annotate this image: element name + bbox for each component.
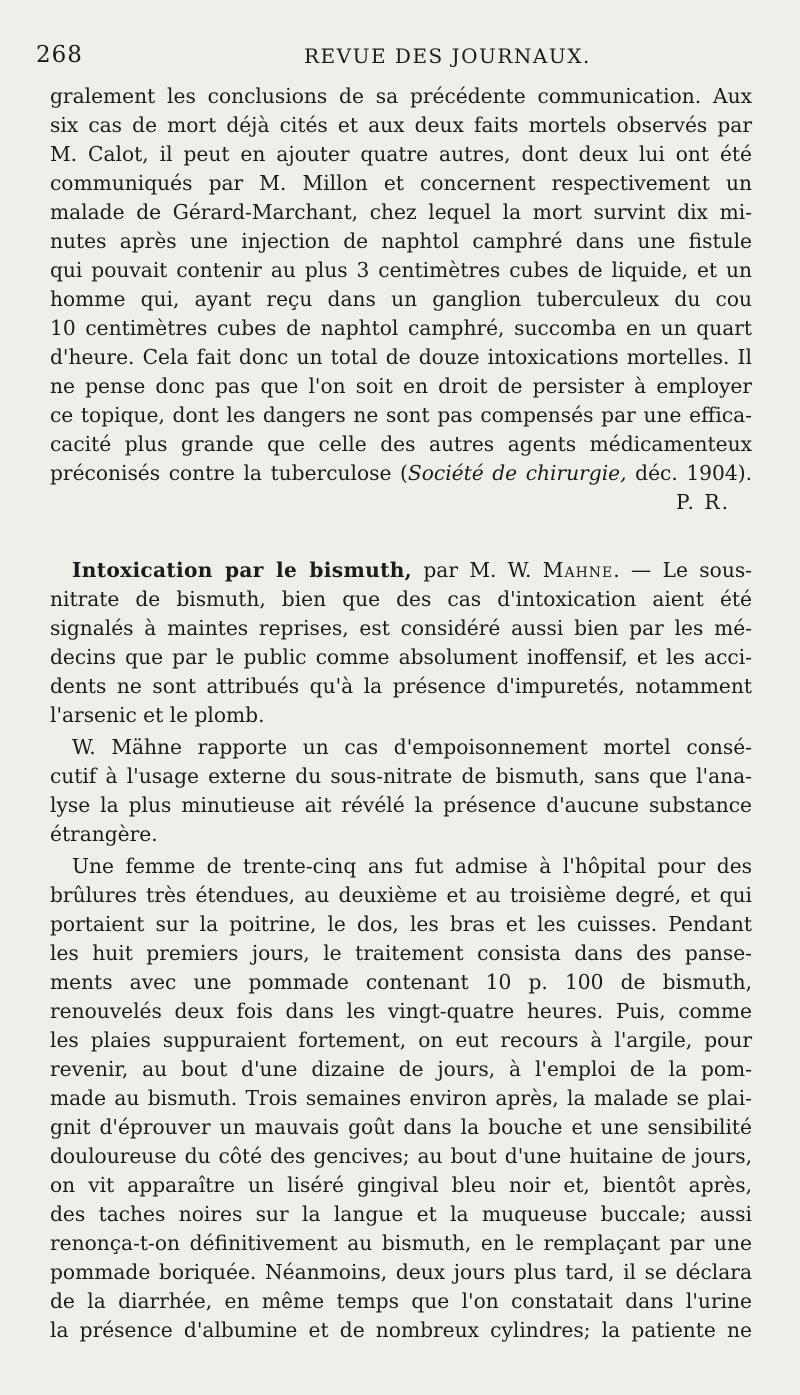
text-line: des taches noires sur la langue et la muqueuse buccale; aussi <box>50 1202 752 1226</box>
text-line: homme qui, ayant reçu dans un ganglion tuberculeux du cou <box>50 287 752 311</box>
text-line: cacité plus grande que celle des autres agents médicamenteux <box>50 432 752 456</box>
text-line: W. Mähne rapporte un cas d'empoisonnement mortel consé- <box>72 735 752 759</box>
text-line: Une femme de trente-cinq ans fut admise à l'hôpital pour des <box>72 854 752 878</box>
text-line: brûlures très étendues, au deuxième et au troisième degré, et qui <box>50 883 752 907</box>
article-title-line <box>72 556 752 585</box>
author-name: Mahne <box>542 558 614 582</box>
page-header <box>36 42 760 74</box>
text-line: étrangère. <box>50 822 158 846</box>
text-line: lyse la plus minutieuse ait révélé la présence d'aucune substance <box>50 793 752 817</box>
text-line: revenir, au bout d'une dizaine de jours, à l'emploi de la pom- <box>50 1057 752 1081</box>
text-line: qui pouvait contenir au plus 3 centimètres cubes de liquide, et un <box>50 258 752 282</box>
text-line: la présence d'albumine et de nombreux cylindres; la patiente ne <box>50 1318 752 1342</box>
text-line: renonça-t-on définitivement au bismuth, en le remplaçant par une <box>50 1231 752 1255</box>
text-line: portaient sur la poitrine, le dos, les bras et les cuisses. Pendant <box>50 912 752 936</box>
text-line: nutes après une injection de naphtol camphré dans une fistule <box>50 229 752 253</box>
text-line: les plaies suppuraient fortement, on eut recours à l'argile, pour <box>50 1028 752 1052</box>
text-line: ments avec une pommade contenant 10 p. 100 de bismuth, <box>50 970 752 994</box>
text-line: M. Calot, il peut en ajouter quatre autres, dont deux lui ont été <box>50 142 752 166</box>
text-line: cutif à l'usage externe du sous-nitrate de bismuth, sans que l'ana- <box>50 764 752 788</box>
text-line: gnit d'éprouver un mauvais goût dans la bouche et une sensibilité <box>50 1115 752 1139</box>
text-line: six cas de mort déjà cités et aux deux faits mortels observés par <box>50 113 752 137</box>
text-line: gralement les conclusions de sa précédente communication. Aux <box>50 84 752 108</box>
title-line-end: . — Le sous- <box>613 558 753 582</box>
text-line: ce topique, dont les dangers ne sont pas compensés par une effica- <box>50 403 752 427</box>
author-signature: P. R. <box>676 490 730 514</box>
text-line: les huit premiers jours, le traitement consista dans des panse- <box>50 941 752 965</box>
citation-source: Société de chirurgie, <box>407 461 627 485</box>
text-line: renouvelés deux fois dans les vingt-quatre heures. Puis, comme <box>50 999 752 1023</box>
text-line: pommade boriquée. Néanmoins, deux jours plus tard, il se déclara <box>50 1260 752 1284</box>
text-line: 10 centimètres cubes de naphtol camphré, succomba en un quart <box>50 316 752 340</box>
citation-line <box>50 459 752 488</box>
text-line: on vit apparaître un liséré gingival bleu noir et, bientôt après, <box>50 1173 752 1197</box>
text-line: dents ne sont attribués qu'à la présence d'impuretés, notamment <box>50 674 752 698</box>
text-line: douloureuse du côté des gencives; au bout d'une huitaine de jours, <box>50 1144 752 1168</box>
text-line: de la diarrhée, en même temps que l'on constatait dans l'urine <box>50 1289 752 1313</box>
text-line: nitrate de bismuth, bien que des cas d'intoxication aient été <box>50 587 752 611</box>
page-number: 268 <box>36 42 83 68</box>
text-line: d'heure. Cela fait donc un total de douze intoxications mortelles. Il <box>50 345 752 369</box>
text-line: made au bismuth. Trois semaines environ après, la malade se plai- <box>50 1086 752 1110</box>
article-title: Intoxication par le bismuth, <box>72 558 413 582</box>
text-line: l'arsenic et le plomb. <box>50 703 265 727</box>
citation-date: déc. 1904). <box>626 461 753 485</box>
text-line: signalés à maintes reprises, est considéré aussi bien par les mé- <box>50 616 752 640</box>
text-line: decins que par le public comme absolument inoffensif, et les acci- <box>50 645 752 669</box>
running-head: REVUE DES JOURNAUX. <box>304 44 591 68</box>
text-line: communiqués par M. Millon et concernent respectivement un <box>50 171 752 195</box>
text-line: malade de Gérard-Marchant, chez lequel la mort survint dix mi- <box>50 200 752 224</box>
citation-text: préconisés contre la tuberculose ( <box>50 461 408 485</box>
text-line: ne pense donc pas que l'on soit en droit de persister à employer <box>50 374 752 398</box>
author-prefix: par M. W. <box>412 558 543 582</box>
